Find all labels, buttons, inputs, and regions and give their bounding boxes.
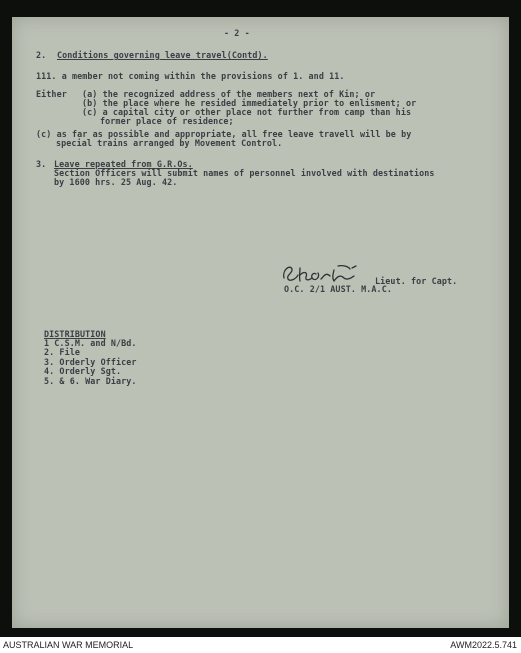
distribution-item: 2. File — [44, 347, 80, 357]
either-label: Either — [36, 89, 67, 99]
footer-accession-number: AWM2022.5.741 — [450, 640, 517, 650]
item-c: (c) a capital city or other place not further from camp than his — [82, 107, 412, 117]
distribution-heading: DISTRIBUTION — [44, 329, 106, 339]
section-2-title: Conditions governing leave travel(Contd). — [57, 50, 268, 60]
signature-title-1: Lieut. for Capt. — [375, 276, 458, 286]
page-number: - 2 - — [224, 28, 250, 38]
distribution-item: 1 C.S.M. and N/Bd. — [44, 338, 137, 348]
footer-source: AUSTRALIAN WAR MEMORIAL — [3, 640, 134, 650]
item-c-cont: former place of residence; — [100, 116, 234, 126]
distribution-item: 4. Orderly Sgt. — [44, 366, 122, 376]
distribution-item: 5. & 6. War Diary. — [44, 376, 137, 386]
distribution-item: 3. Orderly Officer — [44, 357, 137, 367]
section-2-number: 2. — [36, 50, 47, 60]
item-c-final-cont: special trains arranged by Movement Control. — [56, 138, 283, 148]
item-b: (b) the place where he resided immediately prior to enlisment; or — [82, 98, 417, 108]
section-3-line-1: Section Officers will submit names of personnel involved with destinations — [54, 168, 435, 178]
item-iii: 111. a member not coming within the provisions of 1. and 11. — [36, 71, 345, 81]
item-a: (a) the recognized address of the members next of Kin; or — [82, 89, 376, 99]
document-page — [12, 17, 509, 628]
signature-title-2: O.C. 2/1 AUST. M.A.C. — [284, 284, 392, 294]
section-3-line-2: by 1600 hrs. 25 Aug. 42. — [54, 177, 178, 187]
section-3-title: Leave repeated from G.R.Os. — [54, 159, 193, 169]
section-3-number: 3. — [36, 159, 47, 169]
handwritten-signature — [278, 260, 368, 286]
item-c-final: (c) as far as possible and appropriate, all free leave travell will be by — [36, 129, 412, 139]
